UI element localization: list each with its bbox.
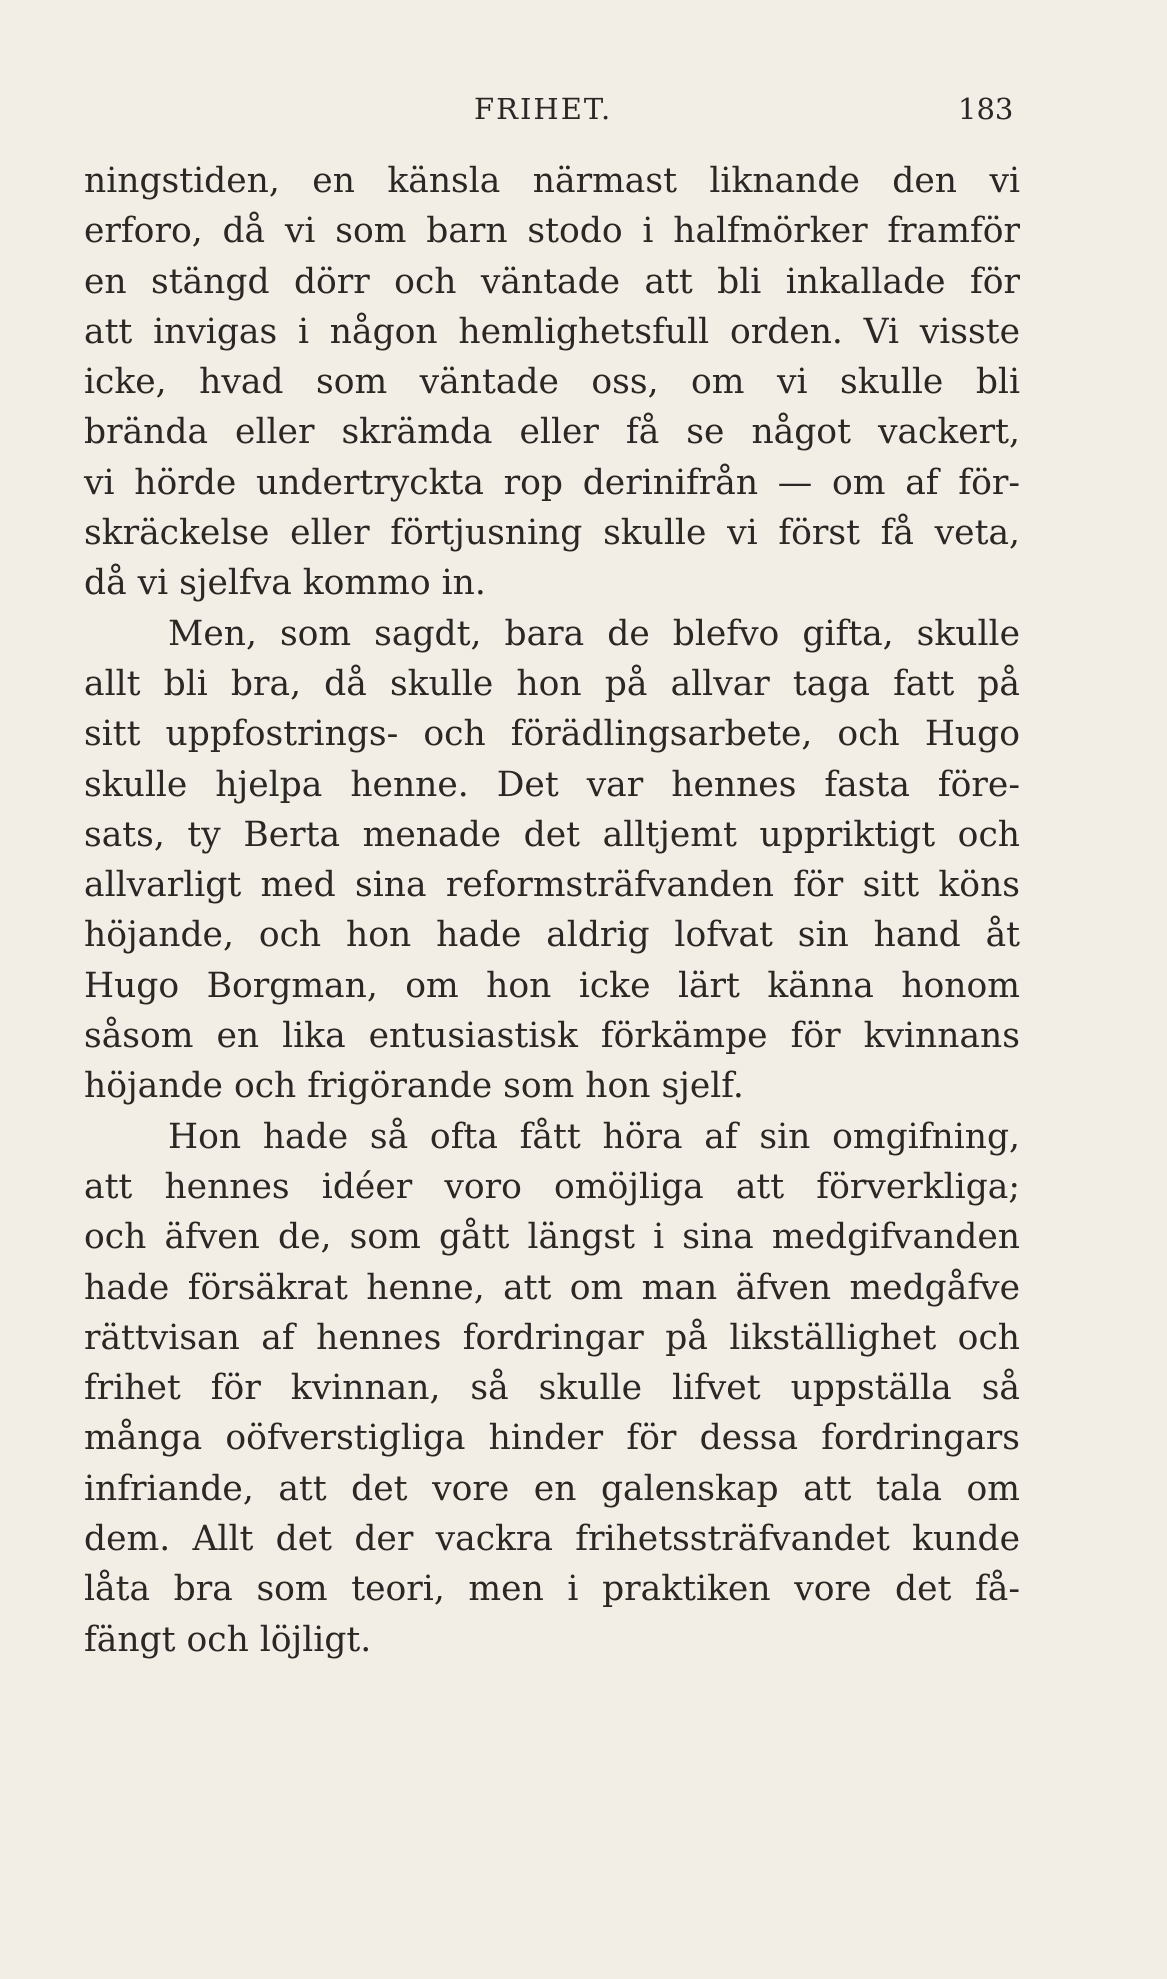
text-line: Men, som sagdt, bara de blefvo gifta, skulle bbox=[168, 613, 1020, 654]
text-line: icke, hvad som väntade oss, om vi skulle bli bbox=[84, 362, 1020, 403]
text-line: skräckelse eller förtjusning skulle vi först få veta, bbox=[84, 513, 1020, 554]
text-line: ningstiden, en känsla närmast liknande den vi bbox=[84, 161, 1020, 201]
text-line: hade försäkrat henne, att om man äfven medgåfve bbox=[84, 1267, 1020, 1308]
text-line: frihet för kvinnan, så skulle lifvet uppställa så bbox=[84, 1368, 1020, 1409]
text-line: dem. Allt det der vackra frihetssträfvandet kunde bbox=[84, 1519, 1020, 1560]
text-line: höjande, och hon hade aldrig lofvat sin hand åt bbox=[84, 915, 1020, 956]
text-line: infriande, att det vore en galenskap att tala om bbox=[84, 1468, 1020, 1509]
text-line: Hugo Borgman, om hon icke lärt känna honom bbox=[84, 965, 1020, 1006]
text-line: skulle hjelpa henne. Det var hennes fasta före- bbox=[84, 764, 1020, 805]
text-line: och äfven de, som gått längst i sina medgifvanden bbox=[84, 1217, 1020, 1258]
text-line: sitt uppfostrings- och förädlingsarbete, och Hugo bbox=[84, 714, 1020, 755]
text-line: då vi sjelfva kommo in. bbox=[84, 563, 486, 604]
text-line: en stängd dörr och väntade att bli inkallade för bbox=[84, 261, 1020, 302]
body-text bbox=[84, 156, 1020, 1665]
text-line: vi hörde undertryckta rop derinifrån — om af för- bbox=[84, 462, 1020, 503]
running-head: FRIHET. bbox=[474, 92, 613, 126]
page-header bbox=[0, 92, 1167, 132]
text-line: såsom en lika entusiastisk förkämpe för kvinnans bbox=[84, 1016, 1020, 1057]
text-line: erforo, då vi som barn stodo i halfmörker framför bbox=[84, 211, 1020, 252]
page-number: 183 bbox=[958, 92, 1014, 126]
text-line: brända eller skrämda eller få se något vackert, bbox=[84, 412, 1020, 453]
text-line: allt bli bra, då skulle hon på allvar taga fatt på bbox=[84, 663, 1020, 704]
text-line: att hennes idéer voro omöjliga att förverkliga; bbox=[84, 1166, 1020, 1207]
text-line: allvarligt med sina reformsträfvanden för sitt köns bbox=[84, 865, 1020, 906]
text-line: höjande och frigörande som hon sjelf. bbox=[84, 1066, 744, 1107]
text-line: Hon hade så ofta fått höra af sin omgifning, bbox=[168, 1116, 1020, 1157]
text-line: låta bra som teori, men i praktiken vore det få- bbox=[84, 1569, 1020, 1610]
text-line: många oöfverstigliga hinder för dessa fordringars bbox=[84, 1418, 1020, 1459]
text-line: att invigas i någon hemlighetsfull orden. Vi visste bbox=[84, 311, 1020, 352]
text-line: rättvisan af hennes fordringar på likställighet och bbox=[84, 1317, 1020, 1358]
text-line: fängt och löjligt. bbox=[84, 1619, 372, 1660]
text-line: sats, ty Berta menade det alltjemt uppriktigt och bbox=[84, 814, 1020, 855]
